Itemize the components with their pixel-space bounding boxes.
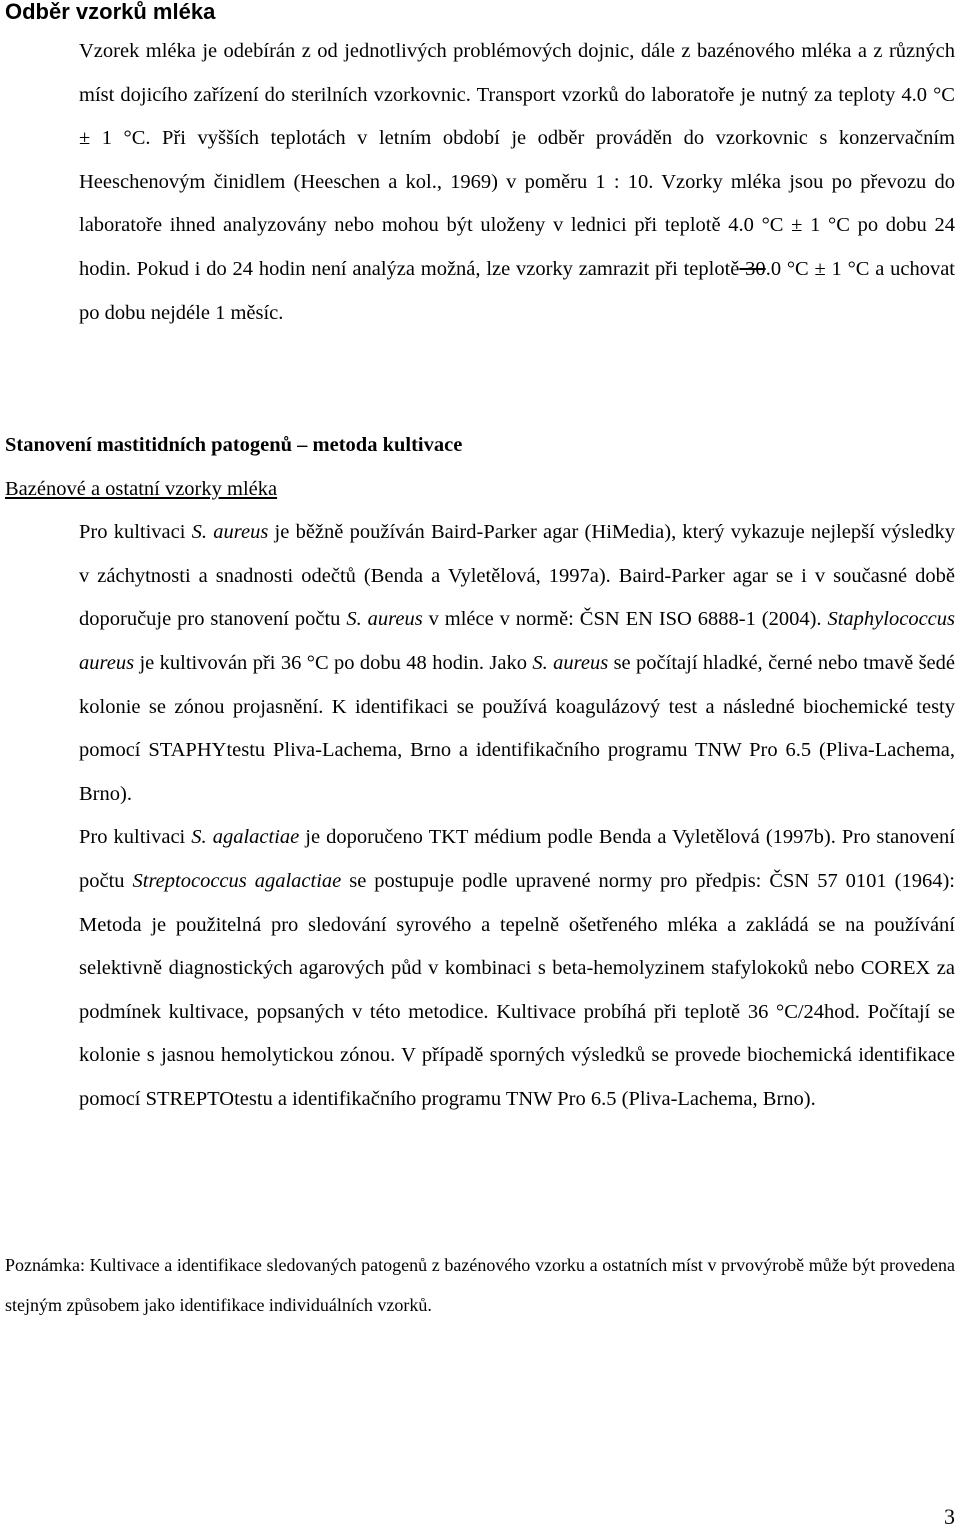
text-run: se počítají hladké, černé nebo tmavě šedé kolonie se zónou projasnění. K identifikaci se používá koagulázový test a následné biochemické testy pomocí STAPHYtestu Pliva-Lachema, Brno a identifikačního programu TNW Pro 6.5 (Pliva-Lachema, Brno). bbox=[79, 651, 955, 805]
species-name: S. aureus bbox=[532, 651, 609, 674]
page-number: 3 bbox=[944, 1504, 955, 1529]
section-heading: Stanovení mastitidních patogenů – metoda kultivace bbox=[5, 434, 463, 456]
sampling-text-end: .0 °C ± 1 °C a uchovat po dobu nejdéle 1 měsíc. bbox=[79, 257, 956, 324]
text-run: se postupuje podle upravené normy pro předpis: ČSN 57 0101 (1964): Metoda je použitelná pro sledování syrového a tepelně ošetřeného mléka a zakládá se na používání selektivně diagnostických agarových půd v kombinaci s beta-hemolyzinem stafylokoků nebo COREX za podmínek kultivace, popsaných v této metodice. Kultivace probíhá při teplotě 36 °C/24hod. Počítají se kolonie s jasnou hemolytickou zónou. V případě sporných výsledků se provede biochemická identifikace pomocí STREPTOtestu a identifikačního programu TNW Pro 6.5 (Pliva-Lachema, Brno). bbox=[79, 869, 955, 1110]
section-subheading: Bazénové a ostatní vzorky mléka bbox=[5, 477, 278, 500]
section-title: Odběr vzorků mléka bbox=[5, 0, 216, 24]
species-name: Staphylococcus aureus bbox=[79, 608, 955, 674]
cultivation-section bbox=[5, 424, 955, 1122]
species-name: S. aureus bbox=[191, 521, 269, 544]
text-run: v mléce v normě: ČSN EN ISO 6888-1 (2004). bbox=[422, 608, 828, 631]
sampling-text: Vzorek mléka je odebírán z od jednotlivých problémových dojnic, dále z bazénového mléka a z různých míst dojicího zařízení do sterilních vzorkovnic. Transport vzorků do laboratoře je nutný za teploty 4.0 °C ± 1 °C. Při vyšších teplotách v letním období je odběr prováděn do vzorkovnic s konzervačním Heeschenovým činidlem (Heeschen a kol., 1969) v poměru 1 : 10. Vzorky mléka jsou po převozu do laboratoře ihned analyzovány nebo mohou být uloženy v lednici při teplotě 4.0 °C ± 1 °C po dobu 24 hodin. Pokud i do 24 hodin není analýza možná, lze vzorky zamrazit při teplotě bbox=[79, 40, 955, 280]
text-run: je běžně používán Baird-Parker agar (HiMedia), který vykazuje nejlepší výsledky v záchytnosti a snadnosti odečtů (Benda a Vyletělová, 1997a). Baird-Parker agar se i v současné době doporučuje pro stanovení počtu bbox=[79, 521, 956, 631]
aureus-paragraph bbox=[5, 511, 955, 816]
text-run: Pro kultivaci bbox=[79, 826, 192, 849]
agalactiae-paragraph bbox=[5, 816, 955, 1121]
temperature-struck: 30 bbox=[739, 257, 766, 280]
text-run: je kultivován při 36 °C po dobu 48 hodin. Jako bbox=[134, 651, 533, 674]
text-run: Pro kultivaci bbox=[79, 521, 192, 544]
note-paragraph: Poznámka: Kultivace a identifikace sledovaných patogenů z bazénového vzorku a ostatních míst v prvovýrobě může být provedena stejným způsobem jako identifikace individuálních vzorků. bbox=[5, 1255, 955, 1315]
species-name: Streptococcus agalactiae bbox=[132, 869, 342, 892]
sampling-paragraph bbox=[5, 30, 955, 335]
species-name: S. aureus bbox=[346, 608, 423, 631]
species-name: S. agalactiae bbox=[191, 826, 300, 849]
text-run: je doporučeno TKT médium podle Benda a Vyletělová (1997b). Pro stanovení počtu bbox=[79, 826, 955, 892]
